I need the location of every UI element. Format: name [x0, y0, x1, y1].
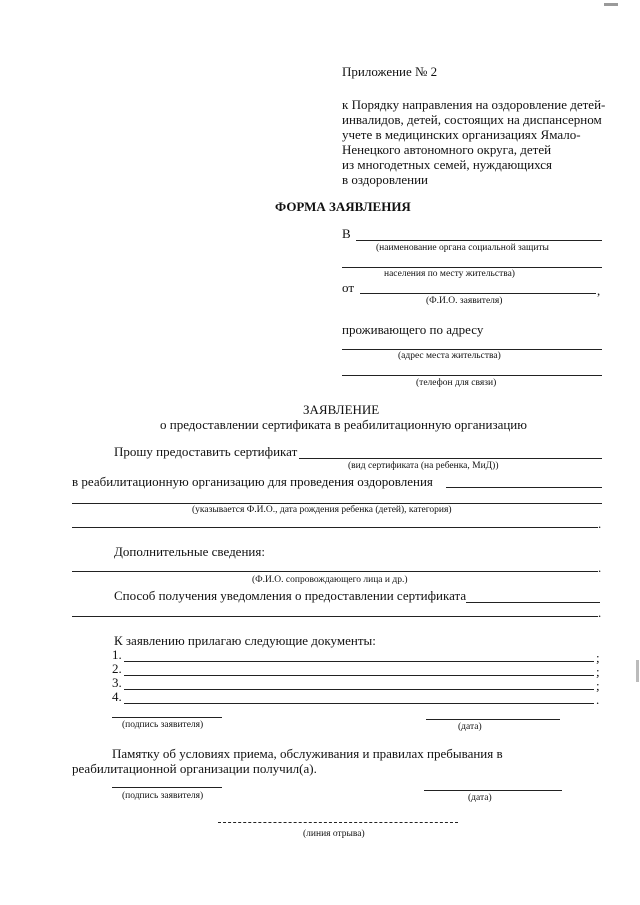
document-number-2: 2. [112, 661, 122, 676]
signature-hint-2: (подпись заявителя) [122, 791, 204, 801]
notification-field[interactable] [466, 602, 600, 603]
from-hint: (Ф.И.О. заявителя) [426, 296, 503, 306]
notification-end-dot: . [598, 605, 602, 620]
signature-field-2[interactable] [112, 787, 222, 788]
header-line-6: в оздоровлении [342, 172, 428, 187]
request-text: Прошу предоставить сертификат [114, 444, 298, 459]
to-prefix: В [342, 226, 351, 241]
memo-line-2: реабилитационной организации получил(а). [72, 761, 317, 776]
header-line-2: инвалидов, детей, состоящих на диспансерном [342, 112, 602, 127]
document-end-3: ; [596, 678, 600, 693]
header-line-3: учете в медицинских организациях Ямало- [342, 127, 581, 142]
from-comma: , [597, 283, 601, 298]
companion-hint: (Ф.И.О. сопровождающего лица и др.) [252, 575, 408, 585]
notification-label: Способ получения уведомления о предоставлении сертификата [114, 588, 467, 603]
document-field-3[interactable] [124, 689, 594, 690]
form-title: ФОРМА ЗАЯВЛЕНИЯ [275, 199, 411, 214]
statement-title: ЗАЯВЛЕНИЕ [303, 402, 380, 417]
scan-mark [604, 3, 618, 6]
tear-line-label: (линия отрыва) [303, 829, 365, 839]
document-number-4: 4. [112, 689, 122, 704]
phone-field[interactable] [342, 375, 602, 376]
additional-label: Дополнительные сведения: [114, 544, 265, 559]
notification-field-2[interactable] [72, 616, 598, 617]
document-end-1: ; [596, 650, 600, 665]
purpose-field[interactable] [446, 487, 602, 488]
memo-line-1: Памятку об условиях приема, обслуживания и правилах пребывания в [112, 746, 503, 761]
to-field[interactable] [356, 240, 602, 241]
date-hint: (дата) [458, 722, 482, 732]
child-hint: (указывается Ф.И.О., дата рождения ребенка (детей), категория) [192, 505, 452, 515]
document-number-3: 3. [112, 675, 122, 690]
document-end-2: ; [596, 664, 600, 679]
signature-field[interactable] [112, 717, 222, 718]
child-field[interactable] [72, 503, 602, 504]
document-field-1[interactable] [124, 661, 594, 662]
signature-hint: (подпись заявителя) [122, 720, 204, 730]
to-hint-2: населения по месту жительства) [384, 269, 515, 279]
date-field-2[interactable] [424, 790, 562, 791]
address-hint: (адрес места жительства) [398, 351, 501, 361]
address-field[interactable] [342, 349, 602, 350]
child-end-dot: . [598, 516, 602, 531]
additional-end-dot: . [598, 560, 602, 575]
document-field-2[interactable] [124, 675, 594, 676]
residing-label: проживающего по адресу [342, 322, 484, 337]
certificate-field[interactable] [299, 458, 602, 459]
document-field-4[interactable] [124, 703, 594, 704]
to-hint-1: (наименование органа социальной защиты [376, 243, 549, 253]
tear-line [218, 822, 458, 823]
header-line-5: из многодетных семей, нуждающихся [342, 157, 553, 172]
document-end-4: . [596, 692, 600, 707]
purpose-text: в реабилитационную организацию для проведения оздоровления [72, 474, 433, 489]
document-number-1: 1. [112, 647, 122, 662]
date-field[interactable] [426, 719, 560, 720]
documents-label: К заявлению прилагаю следующие документы: [114, 633, 376, 648]
child-field-2[interactable] [72, 527, 598, 528]
date-hint-2: (дата) [468, 793, 492, 803]
additional-field[interactable] [72, 571, 598, 572]
statement-subtitle: о предоставлении сертификата в реабилитационную организацию [160, 417, 527, 432]
appendix-title: Приложение № 2 [342, 64, 438, 79]
from-field[interactable] [360, 293, 596, 294]
header-line-4: Ненецкого автономного округа, детей [342, 142, 552, 157]
scan-edge-mark [636, 660, 639, 682]
certificate-hint: (вид сертификата (на ребенка, МиД)) [348, 461, 499, 471]
phone-hint: (телефон для связи) [416, 378, 497, 388]
header-line-1: к Порядку направления на оздоровление детей- [342, 97, 606, 112]
to-field-2[interactable] [342, 267, 602, 268]
from-prefix: от [342, 280, 355, 295]
